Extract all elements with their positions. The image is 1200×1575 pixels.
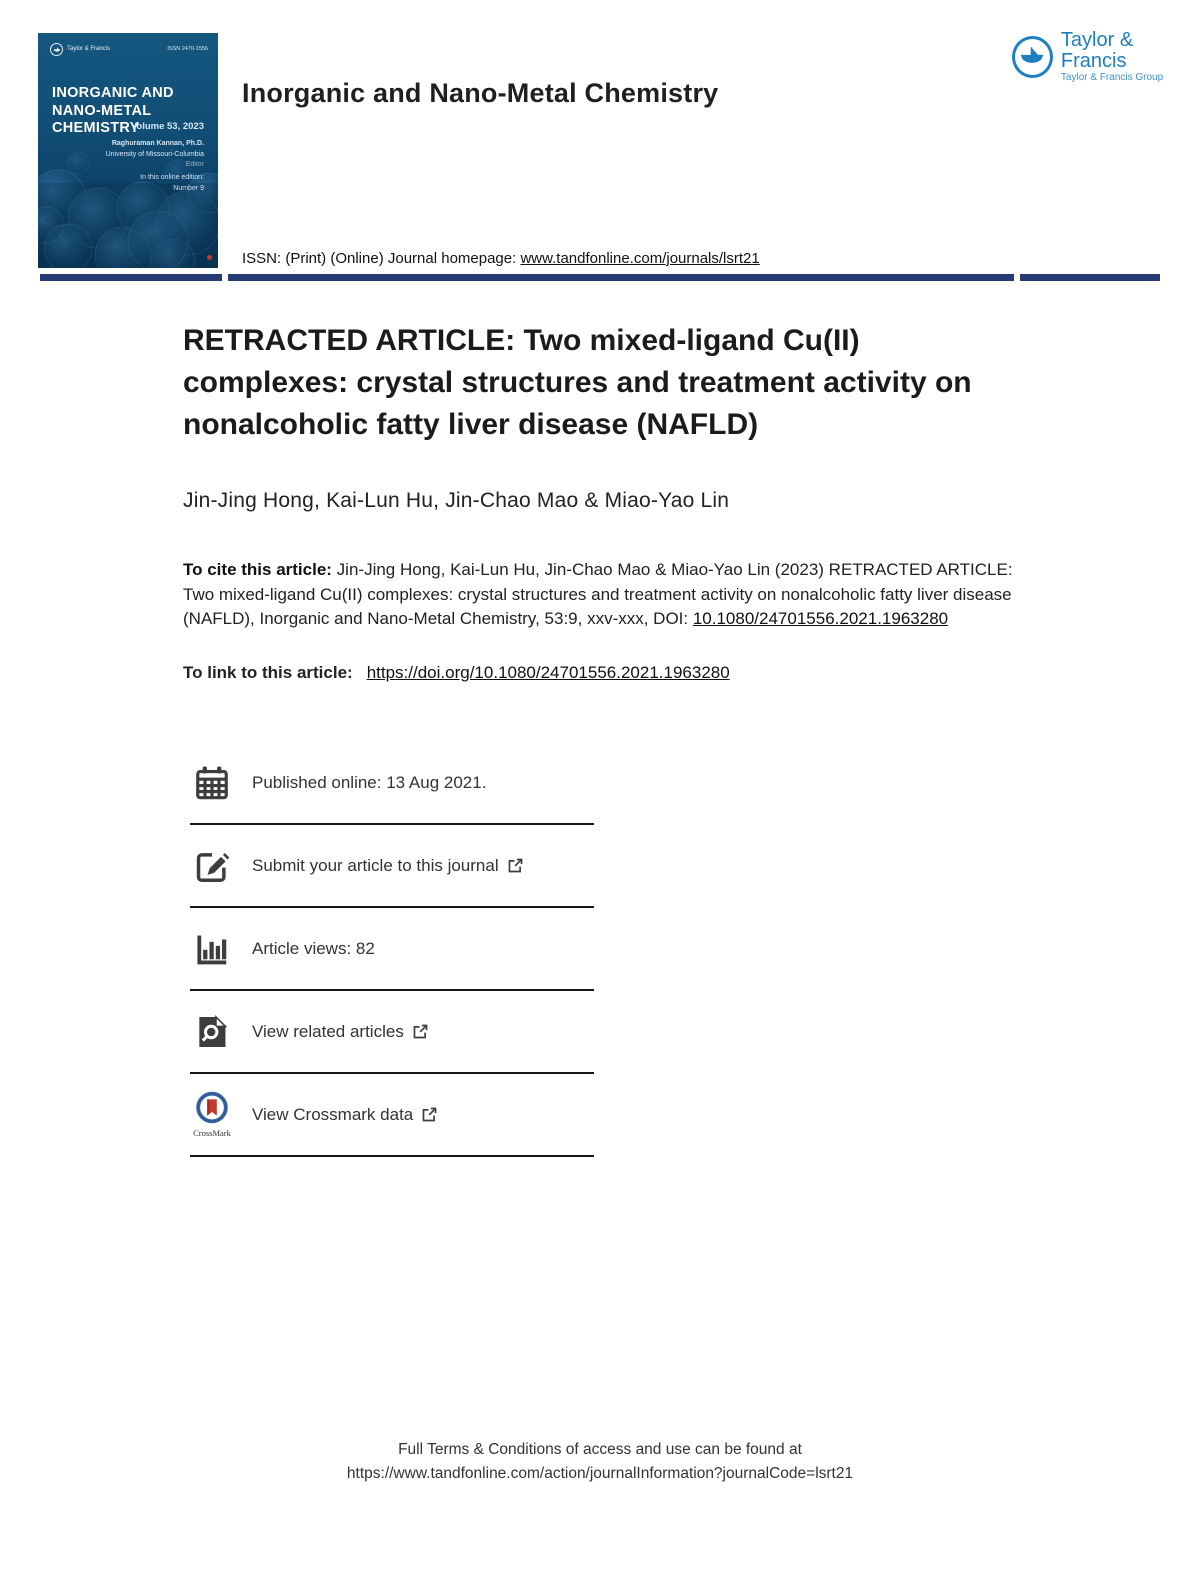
article-views-text: Article views: 82 [252, 938, 375, 958]
published-online-text: Published online: 13 Aug 2021. [252, 772, 487, 792]
crossmark-caption: CrossMark [193, 1128, 231, 1138]
taylor-francis-ship-icon [1012, 36, 1053, 78]
published-online-row [190, 742, 594, 825]
article-actions-list [190, 742, 594, 1157]
cover-volume: Volume 53, 2023 [130, 121, 204, 132]
cover-publisher-name: Taylor & Francis [67, 45, 111, 52]
crossmark-icon [190, 1091, 234, 1138]
article-title: RETRACTED ARTICLE: Two mixed-ligand Cu(II) complexes: crystal structures and treatment activity on nonalcoholic fatty liver disease (NAFLD) [183, 324, 972, 441]
crossmark-link[interactable]: View Crossmark data [252, 1105, 438, 1125]
external-link-icon [421, 1106, 438, 1123]
publisher-name: Taylor & Francis [1060, 29, 1134, 72]
article-views-row [190, 908, 594, 991]
cite-paragraph [183, 558, 1028, 632]
crossmark-row[interactable] [190, 1074, 594, 1157]
related-articles-row[interactable] [190, 991, 594, 1074]
submit-article-row[interactable] [190, 825, 594, 908]
cover-edition-note: In this online edition: Number 9 [140, 174, 204, 192]
journal-title: Inorganic and Nano-Metal Chemistry [242, 78, 719, 108]
cover-ship-icon [50, 43, 63, 56]
bar-chart-icon [190, 930, 234, 968]
calendar-icon [190, 764, 234, 802]
journal-cover-image [38, 33, 218, 268]
cover-red-marker [207, 255, 212, 260]
publisher-subtitle: Taylor & Francis Group [1060, 72, 1164, 83]
cover-issn: ISSN 2470-1556 [167, 46, 208, 52]
submit-article-link[interactable]: Submit your article to this journal [252, 856, 524, 876]
cover-journal-title: INORGANIC AND NANO-METAL CHEMISTRY [52, 85, 174, 137]
external-link-icon [507, 857, 524, 874]
journal-homepage-link[interactable]: www.tandfonline.com/journals/lsrt21 [520, 250, 760, 267]
doi-link[interactable]: https://doi.org/10.1080/24701556.2021.1963280 [366, 663, 730, 682]
cover-publisher-logo [50, 43, 110, 56]
cover-editor-block: Raghuraman Kannan, Ph.D. University of Missouri-Columbia Editor [105, 140, 204, 168]
terms-text: Full Terms & Conditions of access and use can be found at [398, 1441, 802, 1458]
related-articles-icon [190, 1013, 234, 1051]
issn-homepage-line [242, 250, 760, 267]
article-authors: Jin-Jing Hong, Kai-Lun Hu, Jin-Chao Mao & Miao-Yao Lin [183, 489, 730, 512]
terms-url[interactable]: https://www.tandfonline.com/action/journalInformation?journalCode=lsrt21 [346, 1465, 854, 1483]
issn-prefix: ISSN: (Print) (Online) Journal homepage: [242, 250, 521, 267]
cite-text: Jin-Jing Hong, Kai-Lun Hu, Jin-Chao Mao & Miao-Yao Lin (2023) RETRACTED ARTICLE: Two mixed-ligand Cu(II) complexes: crystal structures and treatment activity on nonalcoholic fatty liver disease (NAFLD), Inorganic and Nano-Metal Chemistry, 53:9, xxv-xxx, DOI: [183, 560, 1013, 629]
cite-label: To cite this article: [183, 560, 332, 579]
external-link-icon [412, 1023, 429, 1040]
cite-doi-link[interactable]: 10.1080/24701556.2021.1963280 [692, 609, 949, 629]
terms-footer [0, 1438, 1200, 1486]
link-paragraph [183, 663, 1028, 683]
submit-pencil-icon [190, 847, 234, 885]
link-label: To link to this article: [183, 663, 353, 682]
related-articles-link[interactable]: View related articles [252, 1022, 429, 1042]
publisher-logo [1012, 30, 1200, 83]
header-divider [40, 274, 1160, 281]
